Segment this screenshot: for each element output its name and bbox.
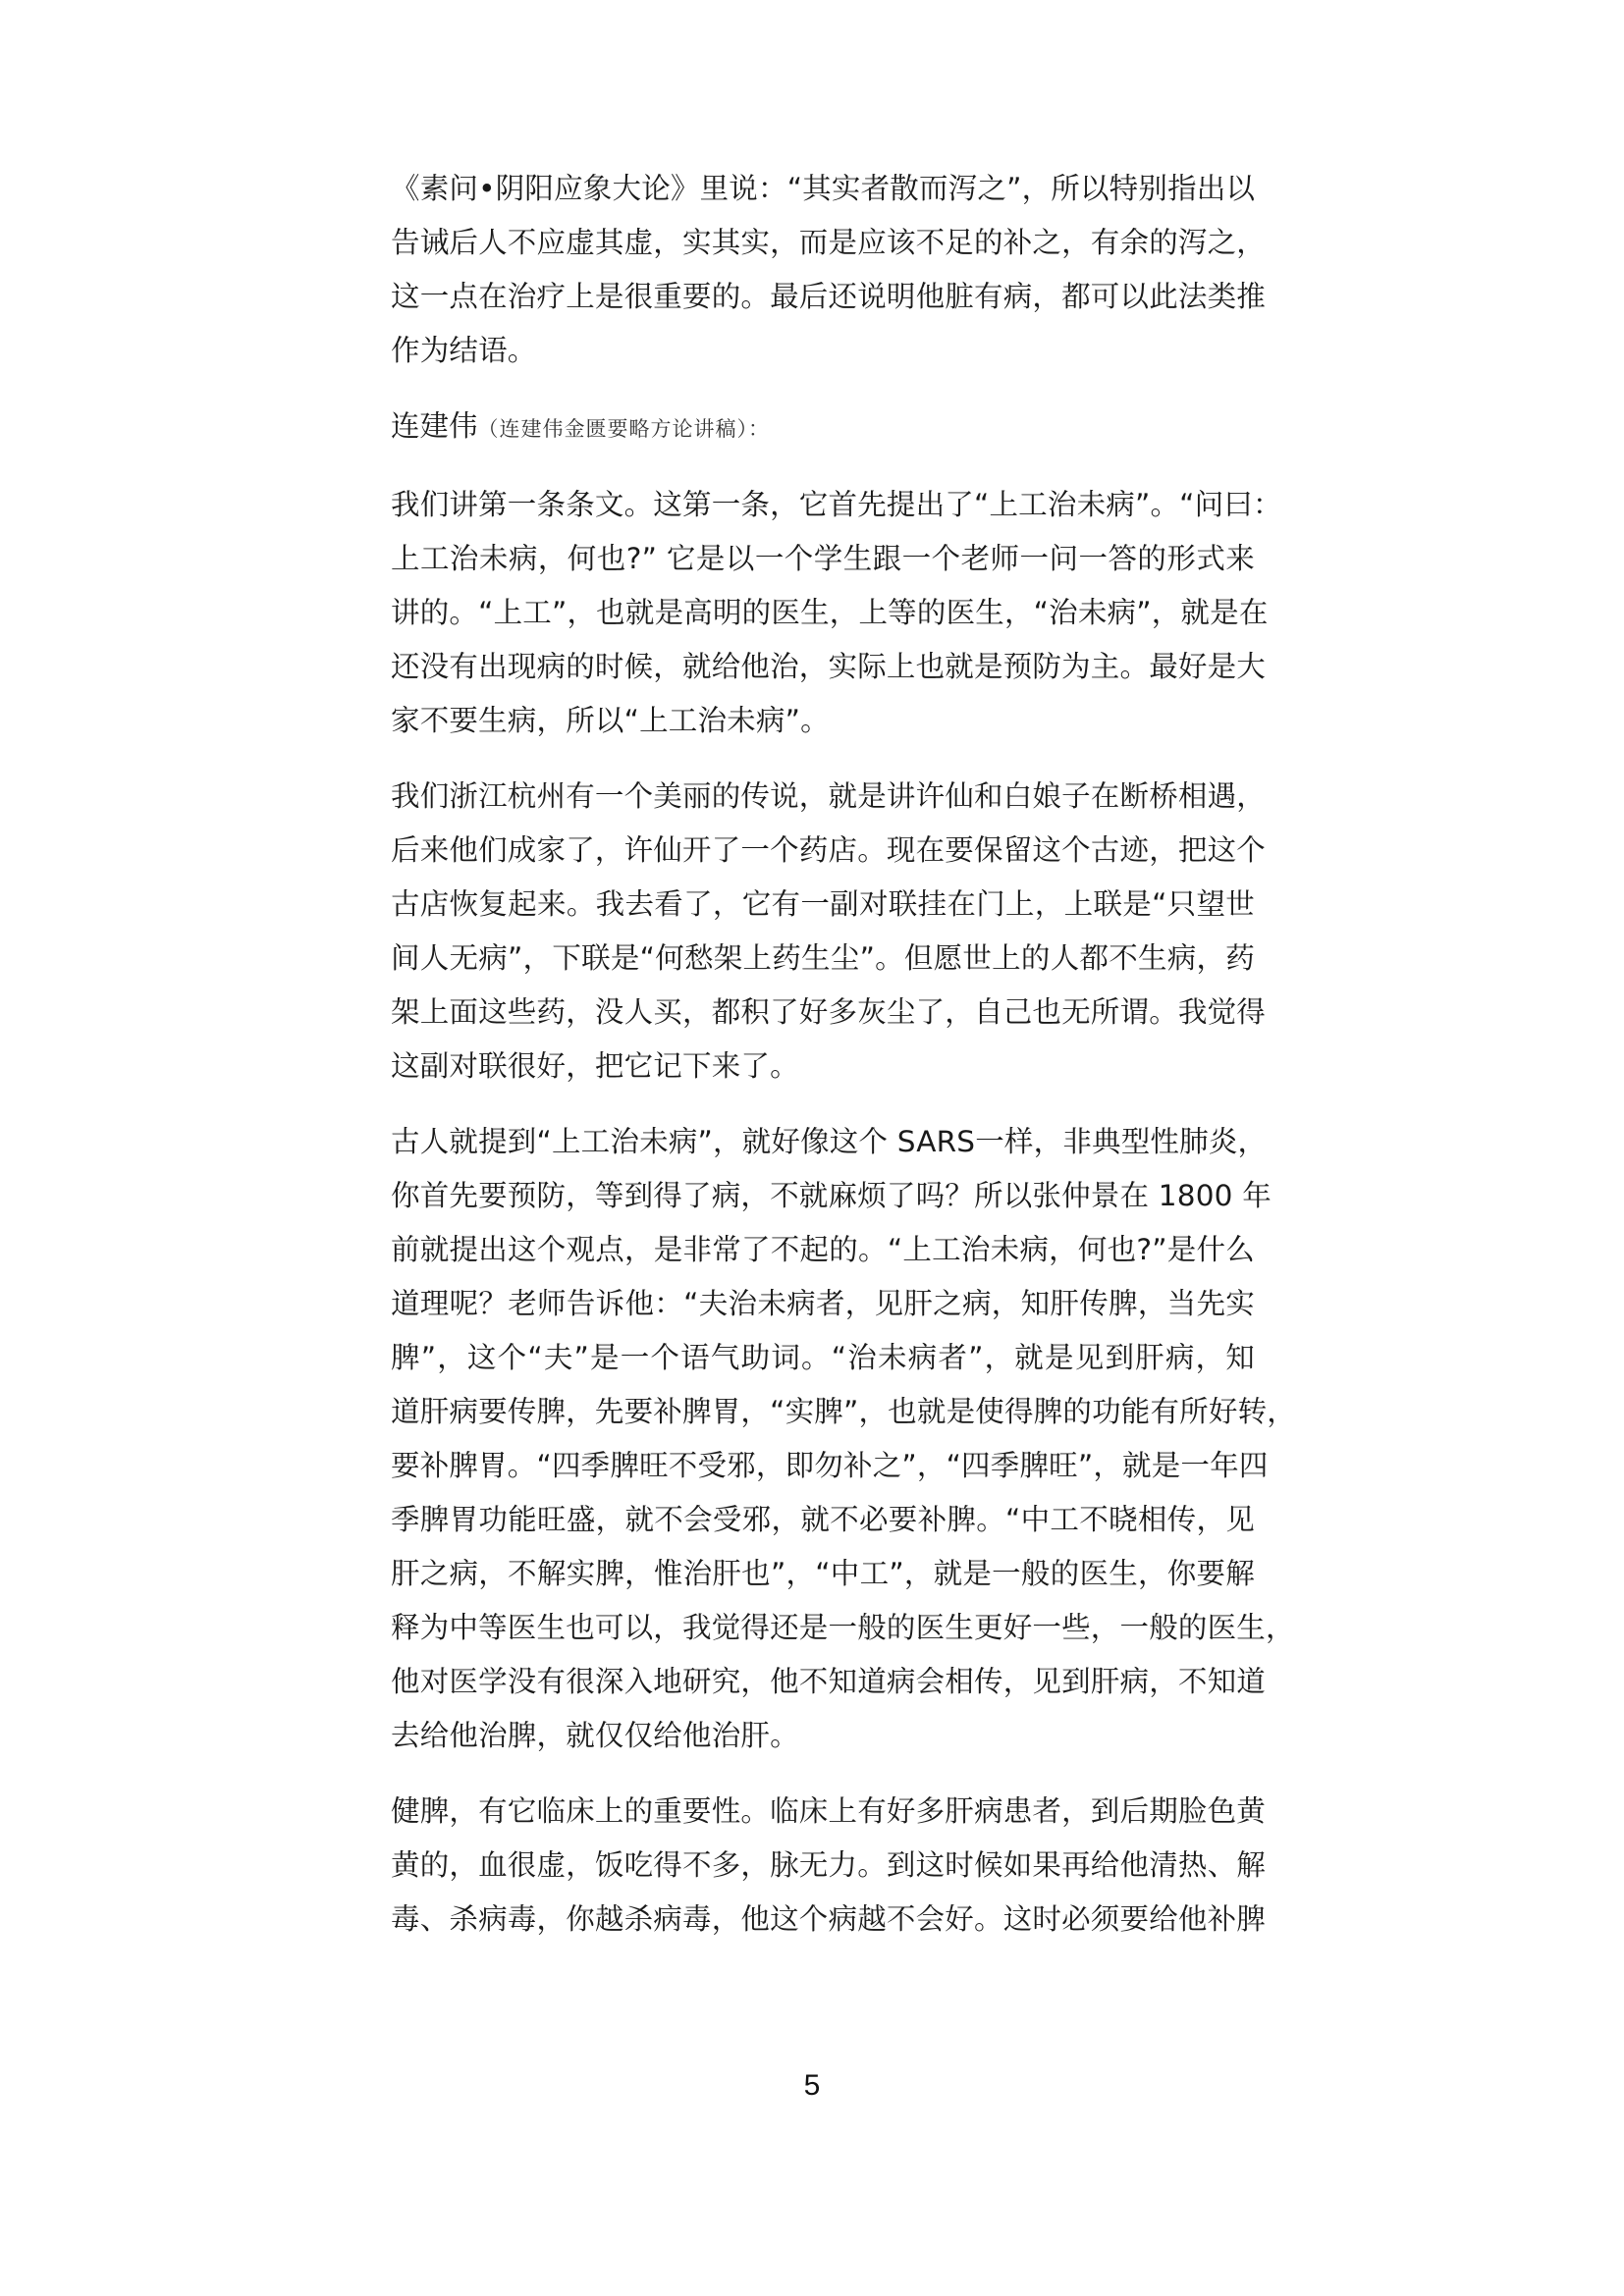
speaker-name: 连建伟 xyxy=(391,409,478,443)
text-line: 家不要生病，所以“上工治未病”。 xyxy=(391,704,830,737)
page-content xyxy=(391,162,1296,1947)
text-line: 脾”，这个“夫”是一个语气助词。“治未病者”，就是见到肝病，知 xyxy=(391,1341,1255,1374)
paragraph-body-4 xyxy=(391,1785,1267,1947)
text-line: 古人就提到“上工治未病”，就好像这个 SARS一样，非典型性肺炎， xyxy=(391,1125,1268,1158)
text-line: 这副对联很好，把它记下来了。 xyxy=(391,1049,799,1083)
paragraph-body-2 xyxy=(391,770,1267,1094)
text-line: 要补脾胃。“四季脾旺不受邪，即勿补之”，“四季脾旺”，就是一年四 xyxy=(391,1449,1269,1482)
speaker-source: （连建伟金匮要略方论讲稿）： xyxy=(477,417,771,441)
text-line: 我们浙江杭州有一个美丽的传说，就是讲许仙和白娘子在断桥相遇， xyxy=(391,779,1267,813)
text-line: 这一点在治疗上是很重要的。最后还说明他脏有病，都可以此法类推 xyxy=(391,280,1267,313)
text-line: 还没有出现病的时候，就给他治，实际上也就是预防为主。最好是大 xyxy=(391,650,1267,683)
text-line: 我们讲第一条条文。这第一条，它首先提出了“上工治未病”。“问曰： xyxy=(391,488,1282,521)
text-line: 去给他治脾，就仅仅给他治肝。 xyxy=(391,1719,799,1752)
text-line: 上工治未病，何也?” 它是以一个学生跟一个老师一问一答的形式来 xyxy=(391,542,1255,575)
text-line: 道肝病要传脾，先要补脾胃，“实脾”，也就是使得脾的功能有所好转， xyxy=(391,1395,1296,1428)
text-line: 毒、杀病毒，你越杀病毒，他这个病越不会好。这时必须要给他补脾 xyxy=(391,1902,1267,1936)
paragraph-body-1 xyxy=(391,478,1282,748)
text-line: 告诫后人不应虚其虚，实其实，而是应该不足的补之，有余的泻之， xyxy=(391,226,1267,259)
text-line: 作为结语。 xyxy=(391,334,537,367)
text-line: 讲的。“上工”，也就是高明的医生，上等的医生，“治未病”，就是在 xyxy=(391,596,1269,629)
text-line: 《素问•阴阳应象大论》里说：“其实者散而泻之”，所以特别指出以 xyxy=(391,172,1256,205)
paragraph-intro xyxy=(391,162,1267,378)
text-line: 释为中等医生也可以，我觉得还是一般的医生更好一些，一般的医生， xyxy=(391,1611,1295,1644)
text-line: 架上面这些药，没人买，都积了好多灰尘了，自己也无所谓。我觉得 xyxy=(391,995,1267,1029)
text-line: 季脾胃功能旺盛，就不会受邪，就不必要补脾。“中工不晓相传，见 xyxy=(391,1503,1255,1536)
text-line: 前就提出这个观点，是非常了不起的。“上工治未病，何也?”是什么 xyxy=(391,1233,1255,1266)
text-line: 黄的，血很虚，饭吃得不多，脉无力。到这时候如果再给他清热、解 xyxy=(391,1848,1267,1882)
text-line: 健脾，有它临床上的重要性。临床上有好多肝病患者，到后期脸色黄 xyxy=(391,1794,1267,1828)
text-line: 道理呢？老师告诉他：“夫治未病者，见肝之病，知肝传脾，当先实 xyxy=(391,1287,1255,1320)
text-line: 你首先要预防，等到得了病，不就麻烦了吗？所以张仲景在 1800 年 xyxy=(391,1179,1272,1212)
text-line: 间人无病”，下联是“何愁架上药生尘”。但愿世上的人都不生病，药 xyxy=(391,941,1255,975)
text-line: 肝之病，不解实脾，惟治肝也”，“中工”，就是一般的医生，你要解 xyxy=(391,1557,1255,1590)
paragraph-body-3 xyxy=(391,1115,1296,1763)
page-number: 5 xyxy=(803,2069,821,2102)
speaker-heading xyxy=(391,400,1255,456)
text-line: 古店恢复起来。我去看了，它有一副对联挂在门上，上联是“只望世 xyxy=(391,887,1255,921)
text-line: 后来他们成家了，许仙开了一个药店。现在要保留这个古迹，把这个 xyxy=(391,833,1267,867)
text-line: 他对医学没有很深入地研究，他不知道病会相传，见到肝病，不知道 xyxy=(391,1665,1267,1698)
